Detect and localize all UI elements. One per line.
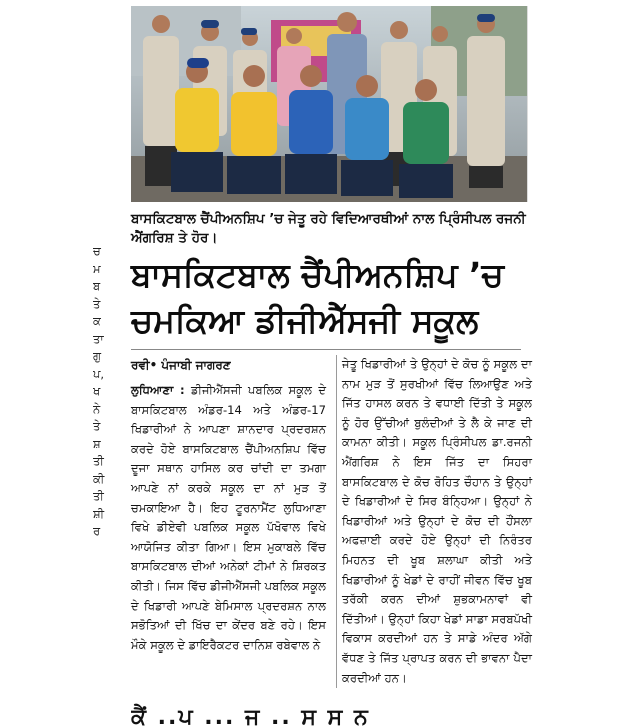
side-fragment: ਬ [93,279,101,293]
news-photo [131,6,527,202]
side-fragment: ਚ [93,244,101,258]
side-fragment: ਕ [93,314,101,328]
side-fragment: ਕੀ [93,471,105,486]
side-fragment: ਮ [93,261,101,276]
byline: ਰਵੀ• ਪੰਜਾਬੀ ਜਾਗਰਣ [131,358,231,372]
side-fragment: ਰ [93,524,101,538]
headline-rule [131,349,521,350]
article-column-right [336,355,532,688]
side-fragment: ਤੀ [93,454,104,468]
side-fragment: ਸ਼ [93,436,101,451]
headline-line-1: ਬਾਸਕਿਟਬਾਲ ਚੈਂਪੀਅਨਸ਼ਿਪ ’ਚ [131,255,504,294]
side-fragment: ਤੇ [93,296,101,311]
side-fragment: ਗੁ [93,349,102,363]
headline-line-2: ਚਮਕਿਆ ਡੀਜੀਐੱਸਜੀ ਸਕੂਲ [131,301,479,340]
students-group-photo [131,6,527,202]
side-fragment: ਖ [93,384,101,398]
left-column-text: ਡੀਜੀਐੱਸਜੀ ਪਬਲਿਕ ਸਕੂਲ ਦੇ ਬਾਸਕਿਟਬਾਲ ਅੰਡਰ-14 ਅਤੇ ਅੰਡਰ-17 ਖਿਡਾਰੀਆਂ ਨੇ ਆਪਣਾ ਸ਼ਾਨਦਾਰ ਪ੍ਰਦਰਸ਼ਨ ਕਰਦੇ ਹੋਏ ਬਾਸਕਿਟਬਾਲ ਚੈਂਪੀਅਨਸ਼ਿਪ ਵਿੱਚ ਦੂਜਾ ਸਥਾਨ ਹਾਸਿਲ ਕਰ ਚਾਂਦੀ ਦਾ ਤਮਗਾ ਆਪਣੇ ਨਾਂ ਕਰਕੇ ਸਕੂਲ ਦਾ ਨਾਂ ਮੁੜ ਤੋਂ ਚਮਕਾਇਆ ਹੈ। ਇਹ ਟੂਰਨਾਮੈਂਟ ਲੁਧਿਆਣਾ ਵਿਖੇ ਡੀਏਵੀ ਪਬਲਿਕ ਸਕੂਲ ਪੱਖੋਵਾਲ ਵਿਖੇ ਆਯੋਜਿਤ ਕੀਤਾ ਗਿਆ। ਇਸ ਮੁਕਾਬਲੇ ਵਿੱਚ ਬਾਸਕਿਟਬਾਲ ਦੀਆਂ ਅਨੇਕਾਂ ਟੀਮਾਂ ਨੇ ਸ਼ਿਰਕਤ ਕੀਤੀ। ਜਿਸ ਵਿੱਚ ਡੀਜੀਐੱਸਜੀ ਪਬਲਿਕ ਸਕੂਲ ਦੇ ਖਿਡਾਰੀ ਆਪਣੇ ਬੇਮਿਸਾਲ ਪ੍ਰਦਰਸ਼ਨ ਨਾਲ ਸਭੋਤਿਆਂ ਦੀ ਖਿੱਚ ਦਾ ਕੇਂਦਰ ਬਣੇ ਰਹੇ। ਇਸ ਮੌਕੇ ਸਕੂਲ ਦੇ ਡਾਇਰੈਕਟਰ ਦਾਨਿਸ਼ ਰਬੇਵਾਲ ਨੇ [131,383,326,652]
photo-edge-rule [527,6,528,202]
article-headline [131,252,531,344]
side-fragment: ਤੇ [93,419,101,433]
right-column-text: ਜੇਤੂ ਖਿਡਾਰੀਆਂ ਤੇ ਉਨ੍ਹਾਂ ਦੇ ਕੋਚ ਨੂੰ ਸਕੂਲ ਦਾ ਨਾਮ ਮੁੜ ਤੋਂ ਸੁਰਖੀਆਂ ਵਿੱਚ ਲਿਆਉਣ ਅਤੇ ਜਿੱਤ ਹਾਸਲ ਕਰਨ ਤੇ ਵਧਾਈ ਦਿੱਤੀ ਤੇ ਸਕੂਲ ਨੂੰ ਹੋਰ ਉੱਚੀਆਂ ਬੁਲੰਦੀਆਂ ਤੇ ਲੈ ਕੇ ਜਾਣ ਦੀ ਕਾਮਨਾ ਕੀਤੀ। ਸਕੂਲ ਪ੍ਰਿੰਸੀਪਲ ਡਾ.ਰਜਨੀ ਐਂਗਰਿਸ਼ ਨੇ ਇਸ ਜਿੱਤ ਦਾ ਸਿਹਰਾ ਬਾਸਕਿਟਬਾਲ ਦੇ ਕੋਚ ਰੋਹਿਤ ਚੌਹਾਨ ਤੇ ਉਨ੍ਹਾਂ ਦੇ ਖਿਡਾਰੀਆਂ ਦੇ ਸਿਰ ਬੰਨ੍ਹਿਆ। ਉਨ੍ਹਾਂ ਨੇ ਖਿਡਾਰੀਆਂ ਅਤੇ ਉਨ੍ਹਾਂ ਦੇ ਕੋਚ ਦੀ ਹੌਂਸਲਾ ਅਫਜ਼ਾਈ ਕਰਦੇ ਹੋਏ ਉਨ੍ਹਾਂ ਦੀ ਨਿਰੰਤਰ ਮਿਹਨਤ ਦੀ ਖੂਬ ਸ਼ਲਾਘਾ ਕੀਤੀ ਅਤੇ ਖਿਡਾਰੀਆਂ ਨੂੰ ਖੇਡਾਂ ਦੇ ਰਾਹੀਂ ਜੀਵਨ ਵਿੱਚ ਖੂਬ ਤਰੱਕੀ ਕਰਨ ਦੀਆਂ ਸ਼ੁਭਕਾਮਨਾਵਾਂ ਵੀ ਦਿੱਤੀਆਂ। ਉਨ੍ਹਾਂ ਕਿਹਾ ਖੇਡਾਂ ਸਾਡਾ ਸਰਬਪੱਖੀ ਵਿਕਾਸ ਕਰਦੀਆਂ ਹਨ ਤੇ ਸਾਡੇ ਅੰਦਰ ਅੱਗੇ ਵੱਧਣ ਤੇ ਜਿੱਤ ਪ੍ਰਾਪਤ ਕਰਨ ਦੀ ਭਾਵਨਾ ਪੈਦਾ ਕਰਦੀਆਂ ਹਨ। [342,357,532,685]
side-fragment: ਨੇ [93,401,101,416]
side-fragment: ਤੀ [93,489,104,503]
adjacent-article-fragment [93,243,111,541]
dateline: ਲੁਧਿਆਣਾ : [131,383,185,397]
side-fragment: ਸ਼ੀ [93,506,105,521]
side-fragment: ਤਾ [93,331,104,346]
article-column-left [131,355,326,655]
next-article-headline-fragment: ਕੈਂ ..ਪ ... ਜ .. ਸ ਸ ਨ [131,705,370,726]
photo-caption: ਬਾਸਕਿਟਬਾਲ ਚੈਂਪੀਅਨਸ਼ਿਪ ’ਚ ਜੇਤੂ ਰਹੇ ਵਿਦਿਆਰਥੀਆਂ ਨਾਲ ਪ੍ਰਿੰਸੀਪਲ ਰਜਨੀ ਐਂਗਰਿਸ਼ ਤੇ ਹੋਰ। [131,211,526,246]
side-fragment: ਪ, [93,366,105,381]
